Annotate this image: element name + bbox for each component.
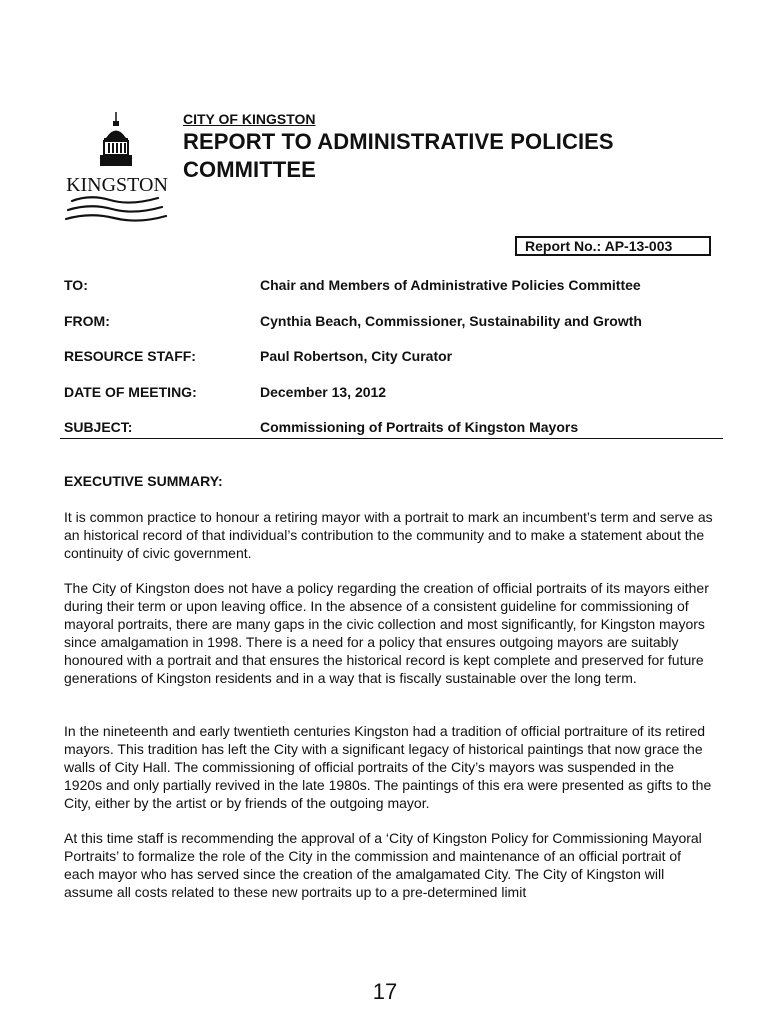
subject-label: SUBJECT: xyxy=(64,419,133,435)
meta-row-resource-staff xyxy=(64,347,719,383)
to-value: Chair and Members of Administrative Policies Committee xyxy=(260,277,641,293)
from-label: FROM: xyxy=(64,312,110,329)
organization-name: CITY OF KINGSTON xyxy=(183,111,316,127)
report-metadata xyxy=(64,276,719,454)
summary-paragraph-3: In the nineteenth and early twentieth centuries Kingston had a tradition of official portraiture of its retired mayors. This tradition has left the City with a significant legacy of historical paintings that now grace the walls of City Hall. The commissioning of official portraits of the City’s mayors was suspended in the 1920s and only partially revived in the late 1980s. The paintings of this era were presented as gifts to the City, either by the artist or by friends of the outgoing mayor. xyxy=(64,723,712,811)
from-value: Cynthia Beach, Commissioner, Sustainability and Growth xyxy=(260,312,642,329)
divider-rule xyxy=(60,438,723,439)
summary-paragraph-2: The City of Kingston does not have a policy regarding the creation of official portraits of its mayors either during their term or upon leaving office. In the absence of a consistent guideline for commissioning of mayoral portraits, there are many gaps in the civic collection and most significantly, for Kingston mayors since amalgamation in 1998. There is a need for a policy that ensures outgoing mayors are suitably honoured with a portrait and that ensures the historical record is kept complete and preserved for future generations of Kingston residents and in a way that is fiscally sustainable over the long term. xyxy=(64,580,709,686)
city-hall-dome-icon xyxy=(100,112,132,166)
report-title: REPORT TO ADMINISTRATIVE POLICIES COMMITTEE xyxy=(183,129,614,182)
to-label: TO: xyxy=(64,277,88,293)
summary-paragraph-1: It is common practice to honour a retiring mayor with a portrait to mark an incumbent’s term and serve as an historical record of that individual’s contribution to the community and to make a statement about the continuity of civic government. xyxy=(64,509,713,561)
resource-staff-value: Paul Robertson, City Curator xyxy=(260,348,453,364)
page-number: 17 xyxy=(372,979,398,1004)
summary-paragraph-4: At this time staff is recommending the approval of a ‘City of Kingston Policy for Commissioning Mayoral Portraits’ to formalize the role of the City in the commission and maintenance of an official portrait of each mayor who has served since the creation of the amalgamated City. The City of Kingston will assume all costs related to these new portraits up to a pre-determined limit xyxy=(64,830,702,900)
meta-row-to xyxy=(64,276,719,312)
subject-value: Commissioning of Portraits of Kingston Mayors xyxy=(260,419,579,435)
waves-icon xyxy=(66,197,166,220)
resource-staff-label: RESOURCE STAFF: xyxy=(64,348,196,364)
kingston-logo xyxy=(62,110,172,222)
logo-wordmark: KINGSTON xyxy=(66,174,168,196)
report-number-box: Report No.: AP-13-003 xyxy=(515,236,711,256)
date-of-meeting-label: DATE OF MEETING: xyxy=(64,383,197,400)
meta-row-date xyxy=(64,383,719,419)
executive-summary-heading: EXECUTIVE SUMMARY: xyxy=(64,473,223,489)
meta-row-from xyxy=(64,312,719,348)
date-of-meeting-value: December 13, 2012 xyxy=(260,383,387,400)
meta-row-subject xyxy=(64,418,719,454)
